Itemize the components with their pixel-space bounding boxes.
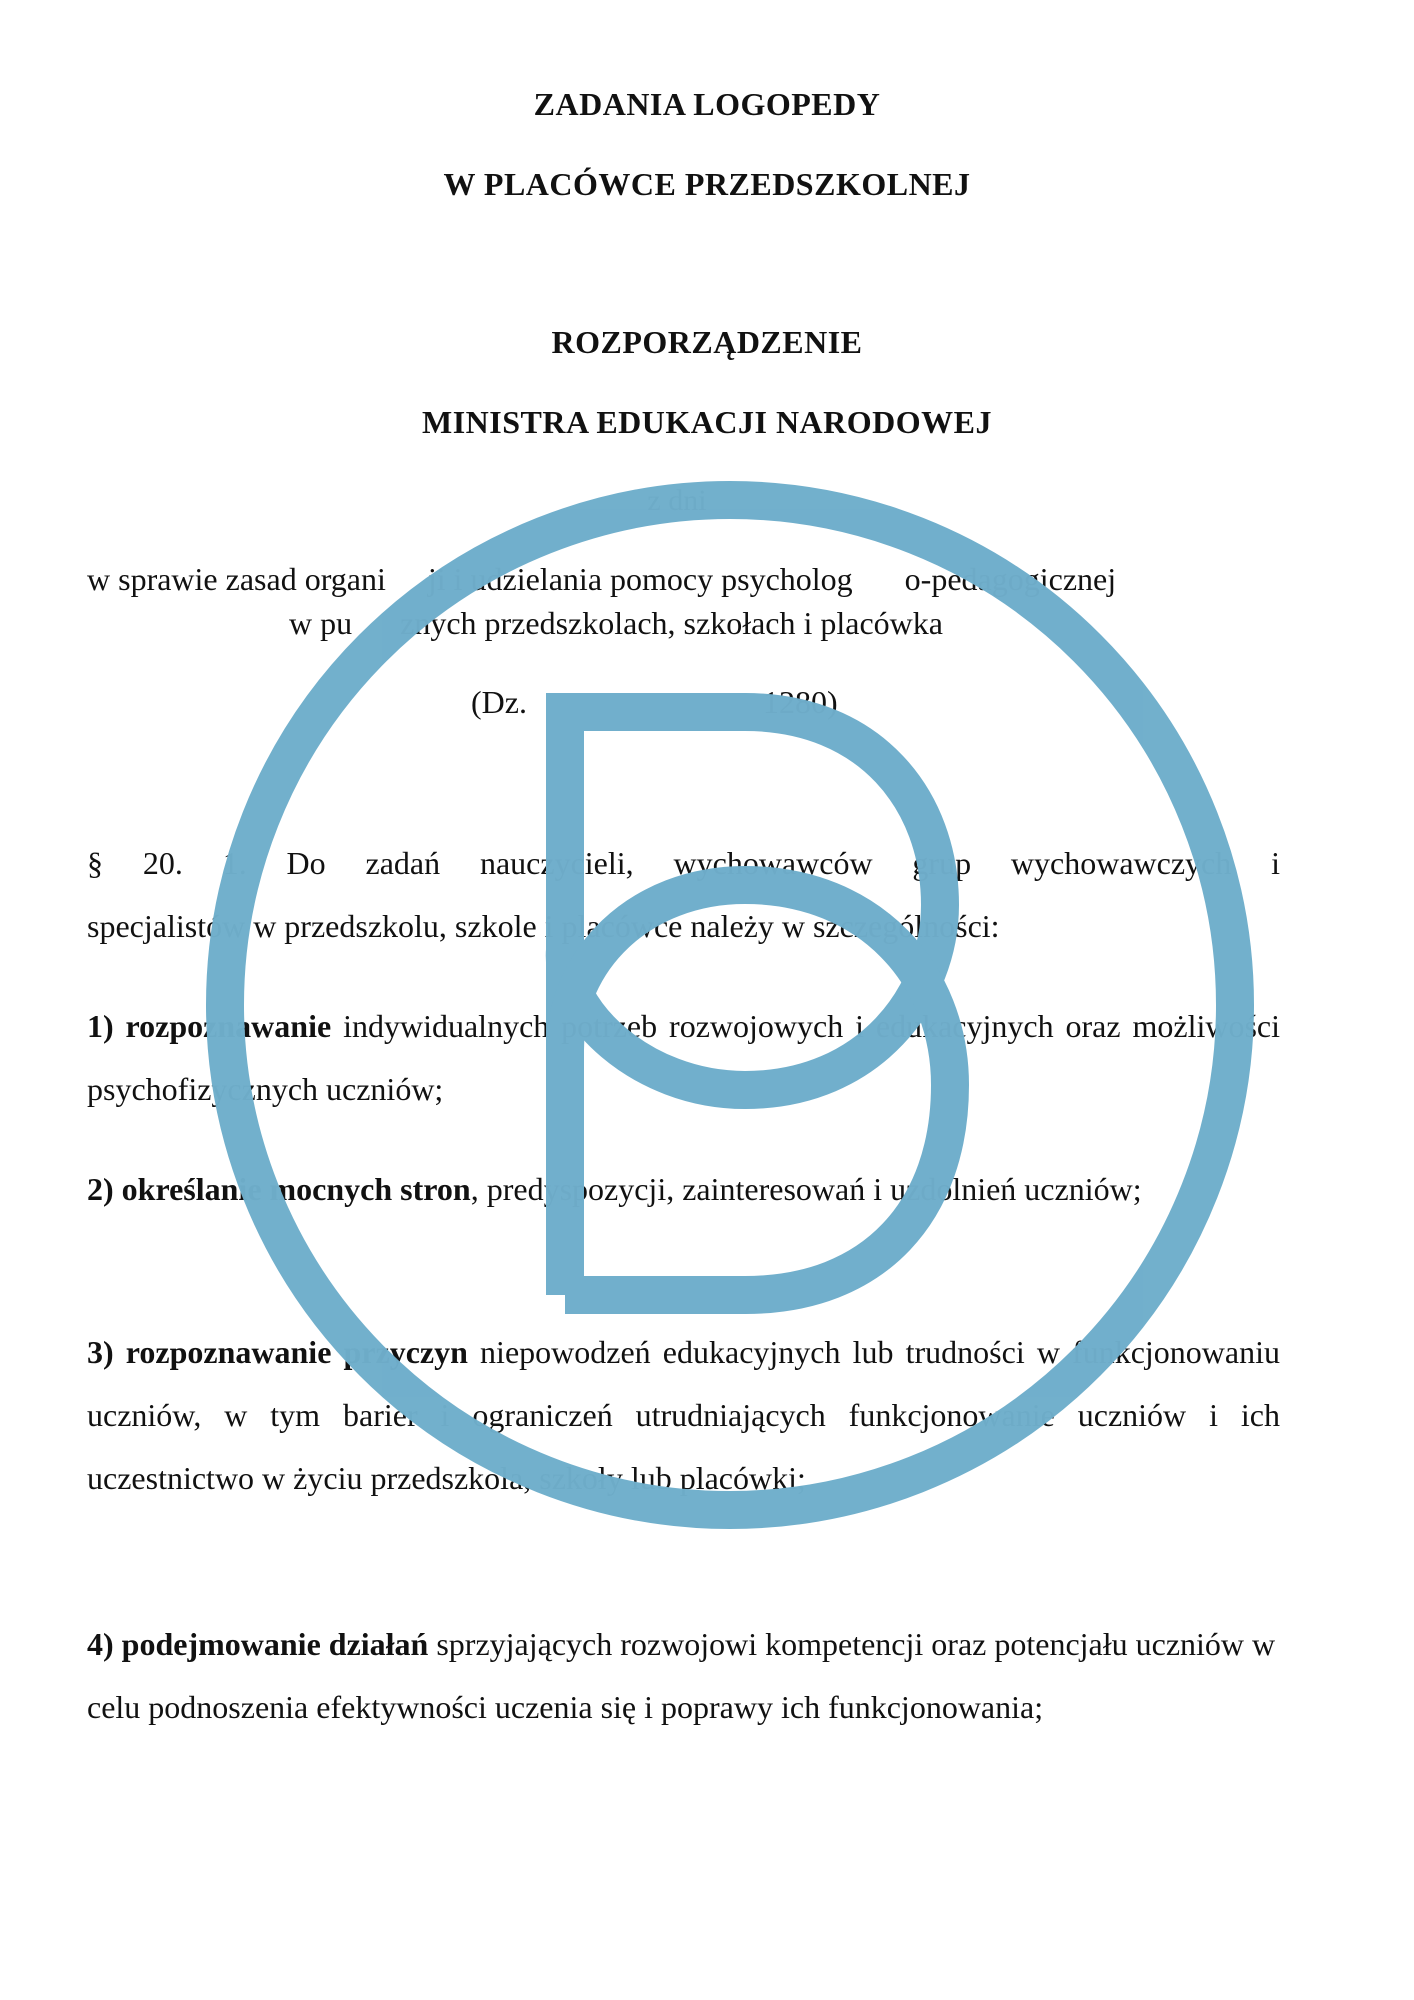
subject-line1-part2: ji i udzielania pomocy psycholog <box>427 561 853 597</box>
subject-line1-part3: o-pedagogicznej <box>904 561 1117 597</box>
regulation-ministry: MINISTRA EDUKACJI NARODOWEJ <box>422 404 992 440</box>
section-intro-line1: § 20. 1. Do zadań nauczycieli, wychowawców grup wychowawczych i <box>87 845 1280 881</box>
regulation-date-text: z dni <box>647 484 707 517</box>
section-intro-line2: specjalistów w przedszkolu, szkole i placówce należy w szczególności: <box>87 908 1000 944</box>
regulation-heading: ROZPORZĄDZENIE <box>551 324 863 360</box>
document-title-line2: W PLACÓWCE PRZEDSZKOLNEJ <box>443 166 971 202</box>
list-item-3-bold: 3) rozpoznawanie przyczyn <box>87 1334 468 1370</box>
reference-part2: 1280) <box>762 684 838 720</box>
list-item-4-bold: 4) podejmowanie działań <box>87 1626 429 1662</box>
list-item-1 <box>87 995 1280 1121</box>
list-item-2-bold: 2) określanie mocnych stron <box>87 1171 471 1207</box>
regulation-reference <box>471 684 838 721</box>
list-item-1-text: indywidualnych potrzeb rozwojowych i edukacyjnych oraz możliwości psychofizycznych uczniów; <box>87 1008 1281 1107</box>
list-item-1-bold: 1) rozpoznawanie <box>87 1008 332 1044</box>
regulation-date <box>0 484 1414 518</box>
list-item-2 <box>87 1158 1280 1221</box>
subject-line2-part1: w pu <box>289 605 353 641</box>
list-item-4 <box>87 1613 1280 1739</box>
subject-line1-part1: w sprawie zasad organi <box>87 561 386 597</box>
list-item-3-text: niepowodzeń edukacyjnych lub trudności w funkcjonowaniu uczniów, w tym barier i ograniczeń utrudniających funkcjonowanie uczniów i ich uczestnictwo w życiu przedszkola, szkoły lub placówki; <box>87 1334 1281 1496</box>
section-intro <box>87 832 1280 958</box>
regulation-subject-line1 <box>87 561 1280 598</box>
reference-part1: (Dz. <box>471 684 527 720</box>
list-item-3 <box>87 1321 1280 1510</box>
list-item-4-text: sprzyjających rozwojowi kompetencji oraz potencjału uczniów w celu podnoszenia efektywności uczenia się i poprawy ich funkcjonowania; <box>87 1626 1276 1725</box>
subject-line2-part2: znych przedszkolach, szkołach i placówka <box>400 605 943 641</box>
regulation-subject-line2 <box>289 605 1189 642</box>
list-item-2-text: , predyspozycji, zainteresowań i uzdolnień uczniów; <box>470 1171 1142 1207</box>
document-title-line1: ZADANIA LOGOPEDY <box>533 86 881 122</box>
